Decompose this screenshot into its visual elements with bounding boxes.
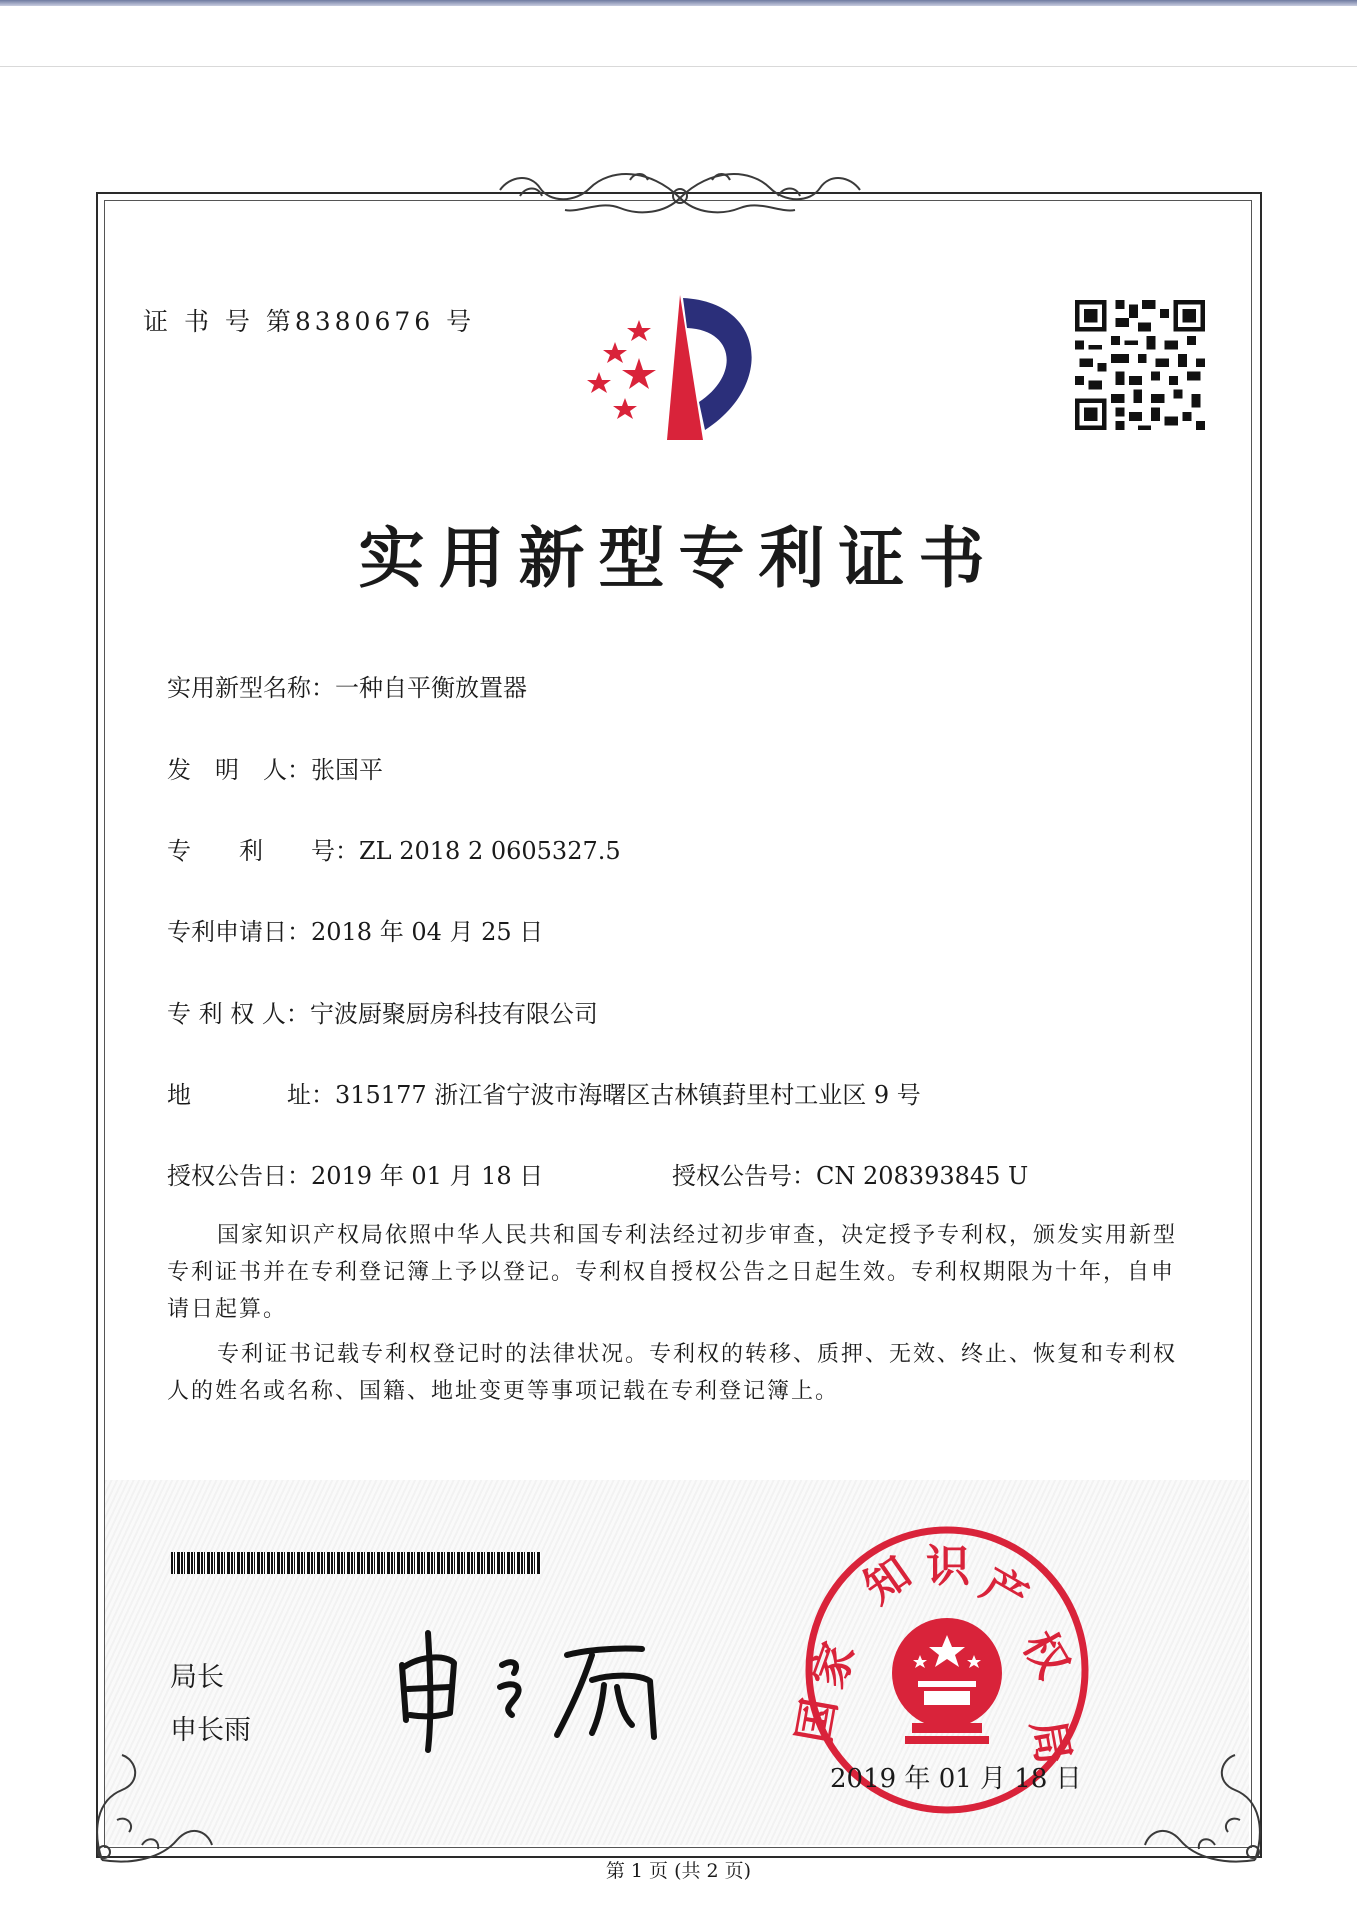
field-value: 宁波厨聚厨房科技有限公司: [309, 1000, 598, 1028]
body-paragraph-2: [167, 1336, 1177, 1410]
field-label: 发 明 人：: [167, 756, 311, 784]
field-label: 地 址：: [167, 1081, 335, 1109]
paragraph-text: 国家知识产权局依照中华人民共和国专利法经过初步审查，决定授予专利权，颁发实用新型专利证书并在专利登记簿上予以登记。专利权自授权公告之日起生效。专利权期限为十年，自申请日起算。: [167, 1223, 1178, 1322]
svg-text:知: 知: [855, 1546, 921, 1615]
field-value: ZL 2018 2 0605327.5: [359, 837, 621, 865]
field-label: 授权公告号：: [672, 1162, 816, 1190]
paragraph-text: 专利证书记载专利权登记时的法律状况。专利权的转移、质押、无效、终止、恢复和专利权人的姓名或名称、国籍、地址变更等事项记载在专利登记簿上。: [167, 1342, 1178, 1404]
director-name: 申长雨: [170, 1715, 251, 1746]
field-utility-model-name: [167, 668, 527, 703]
scan-line: [0, 66, 1357, 67]
field-label: 专利申请日：: [167, 918, 311, 946]
barcode-icon: [171, 1552, 541, 1574]
field-publication-number: [672, 1156, 1028, 1191]
field-label: 专 利 号：: [167, 837, 359, 865]
page-number: 第 1 页 (共 2 页): [605, 1860, 752, 1882]
qr-code-icon: [1075, 300, 1205, 430]
top-ornament-icon: [480, 158, 880, 228]
cnipa-emblem-icon: [575, 290, 785, 450]
field-address: [167, 1075, 921, 1110]
scan-top-edge: [0, 0, 1357, 6]
svg-text:识: 识: [926, 1541, 970, 1592]
field-patentee: [167, 994, 598, 1029]
field-value: 2019 年 01 月 18 日: [311, 1162, 544, 1190]
svg-text:国: 国: [788, 1694, 847, 1747]
field-value: 张国平: [311, 756, 383, 784]
corner-ornament-right-icon: [1135, 1730, 1275, 1870]
certificate-number: 证 书 号 第8380676 号: [143, 307, 476, 336]
field-inventor: [167, 750, 383, 785]
body-paragraph-1: [167, 1217, 1177, 1328]
field-patent-number: [167, 831, 621, 866]
svg-text:局: 局: [1021, 1716, 1080, 1769]
field-label: 实用新型名称：: [167, 674, 335, 702]
field-publication-date: [167, 1156, 543, 1191]
signature-icon: [392, 1625, 682, 1755]
field-label: 授权公告日：: [167, 1162, 311, 1190]
director-title: 局长: [170, 1662, 224, 1693]
field-value: 2018 年 04 月 25 日: [311, 918, 544, 946]
certificate-title: 实用新型专利证书: [358, 520, 999, 597]
field-label: 专 利 权 人：: [167, 1000, 310, 1028]
svg-text:产: 产: [972, 1558, 1037, 1625]
seal-date: 2019 年 01 月 18 日: [830, 1764, 1082, 1794]
corner-ornament-left-icon: [82, 1730, 222, 1870]
field-value: 一种自平衡放置器: [335, 674, 527, 702]
field-value: 315177 浙江省宁波市海曙区古林镇葑里村工业区 9 号: [335, 1081, 921, 1109]
svg-text:家: 家: [802, 1635, 866, 1695]
field-value: CN 208393845 U: [816, 1162, 1029, 1190]
svg-text:权: 权: [1012, 1623, 1079, 1687]
field-filing-date: [167, 912, 543, 947]
